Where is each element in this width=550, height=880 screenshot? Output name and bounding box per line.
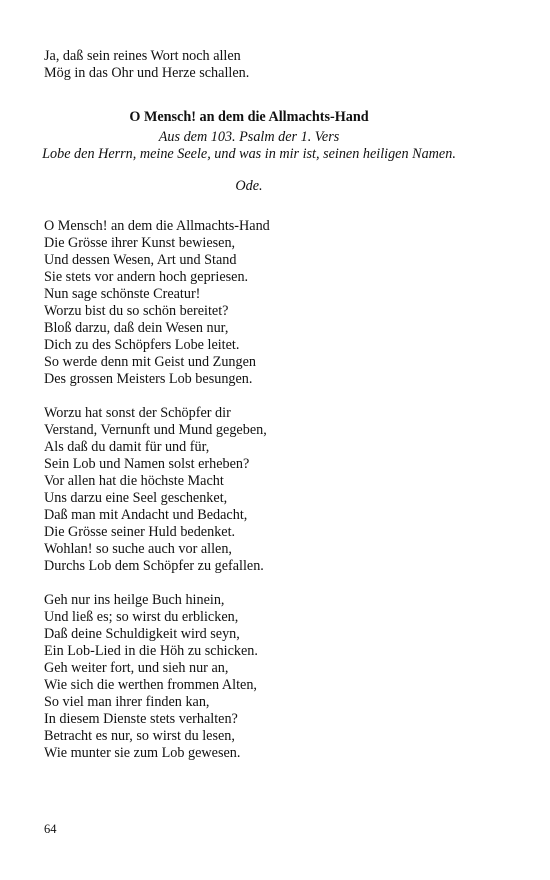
- verse-line: Sie stets vor andern hoch gepriesen.: [44, 269, 249, 285]
- verse-line: Die Grösse ihrer Kunst bewiesen,: [44, 235, 236, 251]
- verse-line: Dich zu des Schöpfers Lobe leitet.: [44, 337, 240, 353]
- verse-line: Worzu bist du so schön bereitet?: [44, 303, 229, 319]
- verse-line: Ja, daß sein reines Wort noch allen: [44, 48, 241, 64]
- verse-line: Mög in das Ohr und Herze schallen.: [44, 65, 250, 81]
- verse-line: In diesem Dienste stets verhalten?: [44, 711, 238, 727]
- verse-line: Daß man mit Andacht und Bedacht,: [44, 507, 248, 523]
- verse-line: Uns darzu eine Seel geschenket,: [44, 490, 228, 506]
- verse-line: Und dessen Wesen, Art und Stand: [44, 252, 237, 268]
- verse-line: Des grossen Meisters Lob besungen.: [44, 371, 253, 387]
- page-number: 64: [44, 822, 57, 836]
- verse-line: Durchs Lob dem Schöpfer zu gefallen.: [44, 558, 264, 574]
- stanza-1: [44, 218, 514, 388]
- stanza-2: [44, 405, 514, 575]
- verse-line: Daß deine Schuldigkeit wird seyn,: [44, 626, 240, 642]
- verse-line: Verstand, Vernunft und Mund gegeben,: [44, 422, 267, 438]
- verse-line: Geh nur ins heilge Buch hinein,: [44, 592, 225, 608]
- stanza-3: [44, 592, 514, 762]
- subtitle-line: Aus dem 103. Psalm der 1. Vers: [158, 129, 340, 145]
- poem-form: Ode.: [235, 178, 263, 194]
- verse-line: Wie sich die werthen frommen Alten,: [44, 677, 257, 693]
- verse-line: Worzu hat sonst der Schöpfer dir: [44, 405, 231, 421]
- verse-line: Wohlan! so suche auch vor allen,: [44, 541, 232, 557]
- poem-subtitle: [34, 129, 464, 163]
- verse-line: O Mensch! an dem die Allmachts-Hand: [44, 218, 270, 234]
- verse-line: Wie munter sie zum Lob gewesen.: [44, 745, 241, 761]
- verse-line: Geh weiter fort, und sieh nur an,: [44, 660, 229, 676]
- verse-line: Die Grösse seiner Huld bedenket.: [44, 524, 236, 540]
- poem-title: O Mensch! an dem die Allmachts-Hand: [129, 109, 369, 125]
- verse-line: So werde denn mit Geist und Zungen: [44, 354, 256, 370]
- verse-line: Sein Lob und Namen solst erheben?: [44, 456, 250, 472]
- verse-line: Als daß du damit für und für,: [44, 439, 210, 455]
- page-content: [44, 48, 514, 762]
- intro-verse: [44, 48, 514, 82]
- verse-line: Nun sage schönste Creatur!: [44, 286, 201, 302]
- verse-line: Vor allen hat die höchste Macht: [44, 473, 224, 489]
- verse-line: Betracht es nur, so wirst du lesen,: [44, 728, 235, 744]
- subtitle-line: Lobe den Herrn, meine Seele, und was in mir ist, seinen heiligen Namen.: [42, 146, 456, 162]
- verse-line: Und ließ es; so wirst du erblicken,: [44, 609, 239, 625]
- verse-line: Bloß darzu, daß dein Wesen nur,: [44, 320, 229, 336]
- verse-line: Ein Lob-Lied in die Höh zu schicken.: [44, 643, 258, 659]
- verse-line: So viel man ihrer finden kan,: [44, 694, 210, 710]
